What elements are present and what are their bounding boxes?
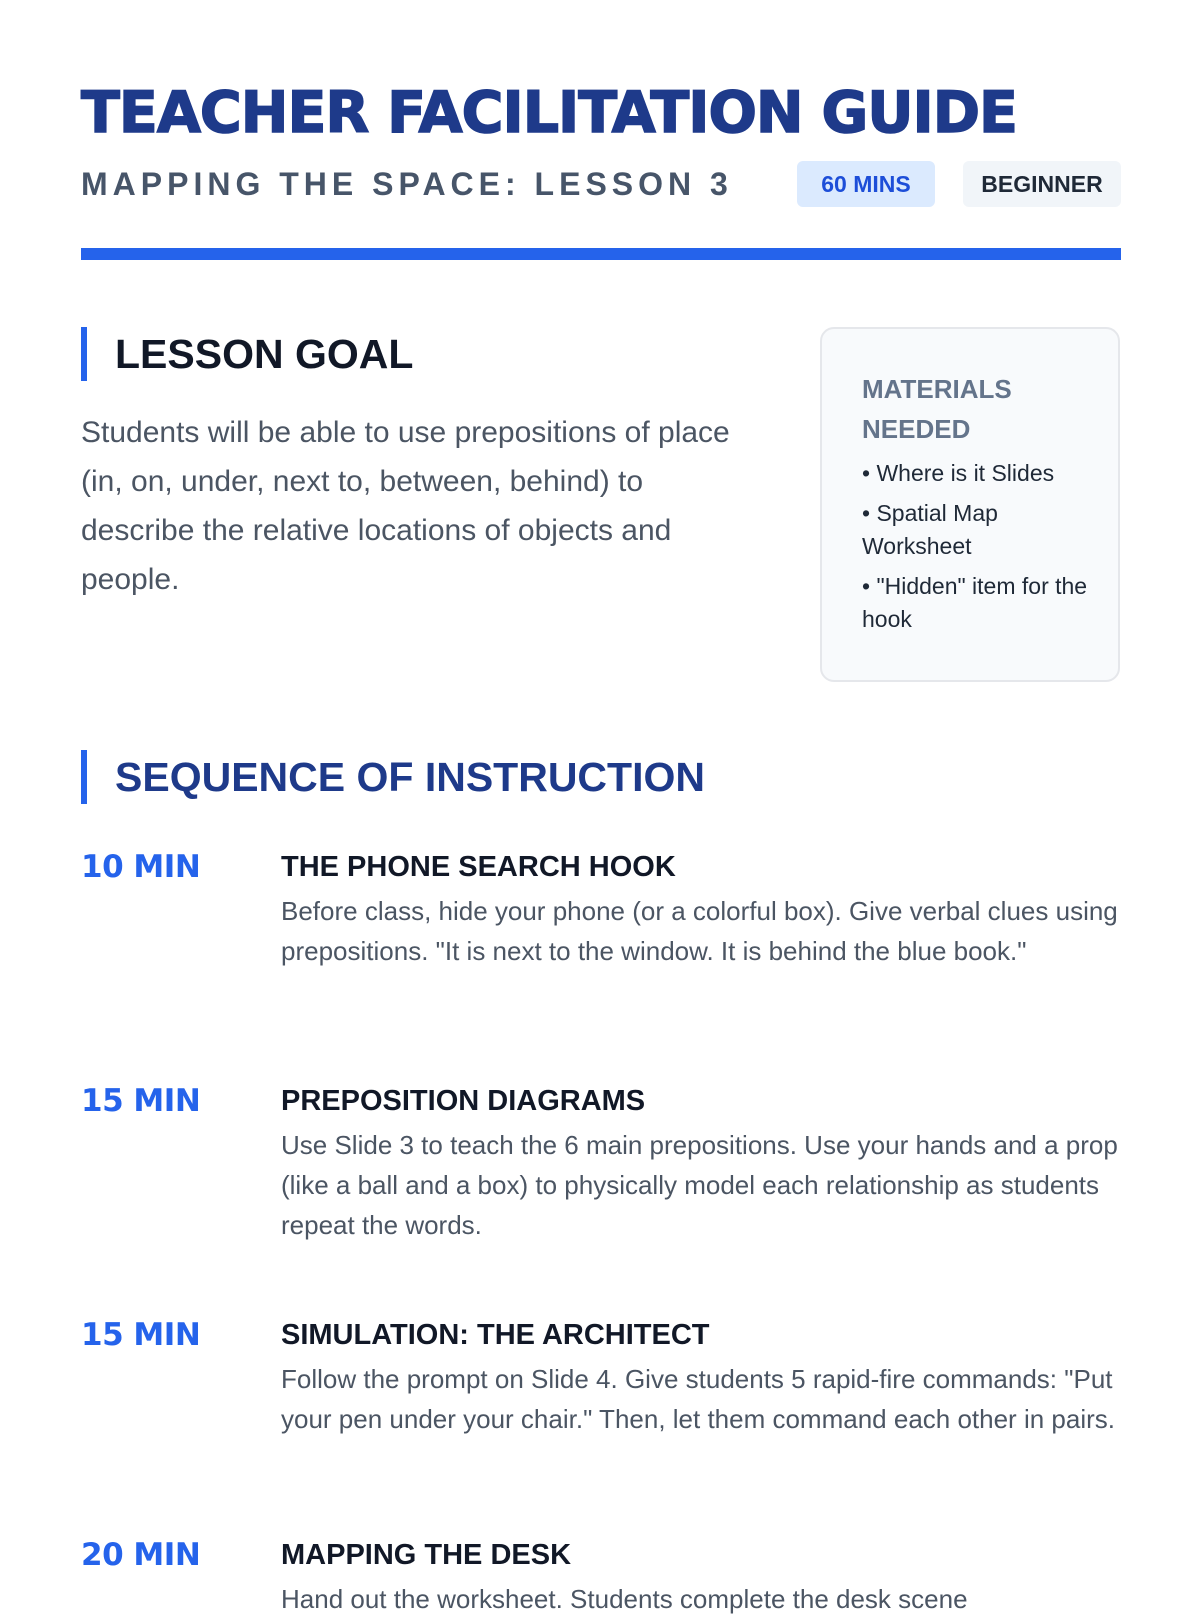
step-body (281, 1535, 1121, 1619)
page-title: TEACHER FACILITATION GUIDE (81, 80, 1017, 146)
step-duration: 10 MIN (81, 849, 201, 885)
step-description: Use Slide 3 to teach the 6 main prepositions. Use your hands and a prop (like a ball and a box) to physically model each relationship as students repeat the words. (281, 1130, 1118, 1240)
step-description: Follow the prompt on Slide 4. Give students 5 rapid-fire commands: "Put your pen under your chair." Then, let them command each other in pairs. (281, 1364, 1115, 1434)
lesson-subtitle: MAPPING THE SPACE: LESSON 3 (81, 166, 733, 202)
materials-panel (820, 327, 1120, 682)
materials-item: • Spatial Map Worksheet (862, 500, 998, 559)
materials-list (862, 457, 1088, 636)
lesson-goal-text: Students will be able to use prepositions of place (in, on, under, next to, between, behind) to describe the relative locations of objects and people. (81, 416, 730, 596)
step-body (281, 847, 1121, 971)
materials-heading: MATERIALS NEEDED (862, 374, 1012, 444)
level-badge: BEGINNER (963, 161, 1121, 207)
step-description: Hand out the worksheet. Students complete the desk scene (281, 1584, 968, 1614)
step-body (281, 1315, 1121, 1439)
step-title: THE PHONE SEARCH HOOK (281, 851, 676, 883)
step-description: Before class, hide your phone (or a colorful box). Give verbal clues using prepositions. "It is next to the window. It is behind the blue book." (281, 896, 1118, 966)
lesson-goal-heading: LESSON GOAL (81, 327, 413, 381)
step-duration: 15 MIN (81, 1083, 201, 1119)
header-divider (81, 248, 1121, 260)
step-title: MAPPING THE DESK (281, 1539, 572, 1571)
step-duration: 20 MIN (81, 1537, 201, 1573)
step-body (281, 1081, 1121, 1245)
materials-item: • Where is it Slides (862, 460, 1055, 486)
materials-item: • "Hidden" item for the hook (862, 573, 1088, 632)
duration-badge: 60 MINS (797, 161, 935, 207)
step-title: PREPOSITION DIAGRAMS (281, 1085, 646, 1117)
step-duration: 15 MIN (81, 1317, 201, 1353)
step-title: SIMULATION: THE ARCHITECT (281, 1319, 710, 1351)
sequence-heading: SEQUENCE OF INSTRUCTION (81, 750, 705, 804)
